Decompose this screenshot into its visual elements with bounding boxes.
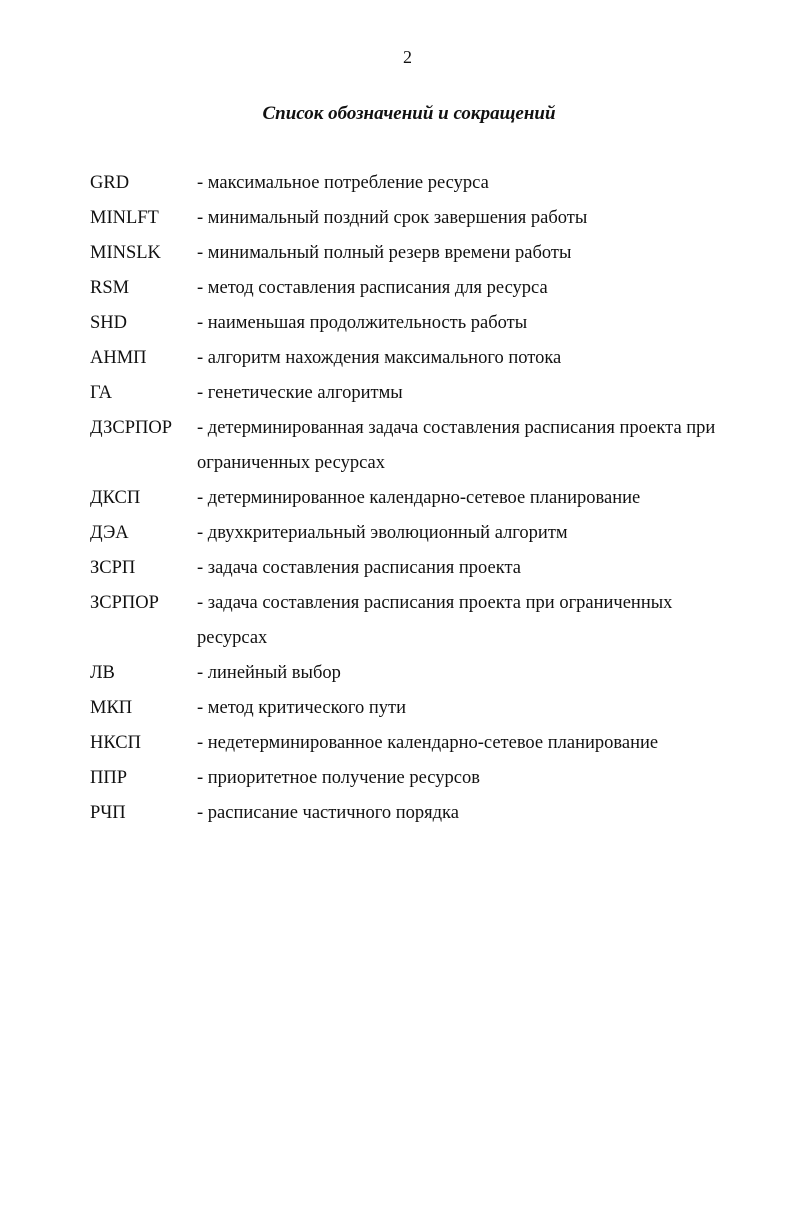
abbreviation-item-nksp [90, 726, 730, 761]
abbreviation-definition: - детерминированное календарно-сетевое планирование [197, 488, 641, 508]
abbreviation-term: MINLFT [90, 208, 159, 228]
abbreviation-definition: - максимальное потребление ресурса [197, 173, 489, 193]
abbreviation-definition: - метод составления расписания для ресурса [197, 278, 548, 298]
abbreviation-term: РЧП [90, 803, 126, 823]
abbreviation-term: MINSLK [90, 243, 161, 263]
abbreviation-item-ppr [90, 761, 730, 796]
abbreviation-item-mkp [90, 691, 730, 726]
abbreviation-definition: - генетические алгоритмы [197, 383, 403, 403]
abbreviation-term: RSM [90, 278, 130, 298]
abbreviation-term: SHD [90, 313, 128, 333]
abbreviation-term: GRD [90, 173, 130, 193]
abbreviation-item-grd [90, 166, 730, 201]
abbreviation-definition: - детерминированная задача составления расписания проекта при ограниченных ресурсах [197, 418, 716, 473]
abbreviation-item-dea [90, 516, 730, 551]
abbreviation-definition: - наименьшая продолжительность работы [197, 313, 528, 333]
abbreviation-definition: - линейный выбор [197, 663, 341, 683]
abbreviation-term: НКСП [90, 733, 141, 753]
abbreviation-item-rchp [90, 796, 730, 831]
abbreviation-term: МКП [90, 698, 133, 718]
abbreviation-definition: - алгоритм нахождения максимального потока [197, 348, 562, 368]
abbreviation-definition: - задача составления расписания проекта при ограниченных ресурсах [197, 593, 673, 648]
abbreviation-definition: - метод критического пути [197, 698, 407, 718]
abbreviation-definition: - двухкритериальный эволюционный алгоритм [197, 523, 568, 543]
abbreviation-definition: - задача составления расписания проекта [197, 558, 522, 578]
abbreviation-item-rsm [90, 271, 730, 306]
abbreviation-list [90, 166, 730, 831]
abbreviation-item-ga [90, 376, 730, 411]
abbreviation-definition: - расписание частичного порядка [197, 803, 459, 823]
abbreviation-definition: - приоритетное получение ресурсов [197, 768, 480, 788]
abbreviation-item-zsrpor [90, 586, 730, 656]
abbreviation-item-dzsrpor [90, 411, 730, 481]
abbreviation-item-lv [90, 656, 730, 691]
page-number: 2 [403, 47, 412, 67]
abbreviation-item-minslk [90, 236, 730, 271]
abbreviation-item-zsrp [90, 551, 730, 586]
abbreviation-term: ЛВ [90, 663, 115, 683]
abbreviation-term: ЗСРПОР [90, 593, 159, 613]
abbreviation-term: ЗСРП [90, 558, 136, 578]
abbreviation-item-anmp [90, 341, 730, 376]
abbreviation-term: ДЗСРПОР [90, 418, 172, 438]
abbreviation-item-shd [90, 306, 730, 341]
abbreviation-item-dksp [90, 481, 730, 516]
abbreviation-term: ГА [90, 383, 113, 403]
abbreviation-term: ППР [90, 768, 128, 788]
abbreviation-term: ДЭА [90, 523, 129, 543]
page-title: Список обозначений и сокращений [262, 103, 556, 124]
abbreviation-definition: - недетерминированное календарно-сетевое планирование [197, 733, 659, 753]
abbreviation-definition: - минимальный поздний срок завершения работы [197, 208, 588, 228]
abbreviation-term: ДКСП [90, 488, 141, 508]
abbreviation-definition: - минимальный полный резерв времени работы [197, 243, 572, 263]
abbreviation-item-minlft [90, 201, 730, 236]
abbreviation-term: АНМП [90, 348, 147, 368]
